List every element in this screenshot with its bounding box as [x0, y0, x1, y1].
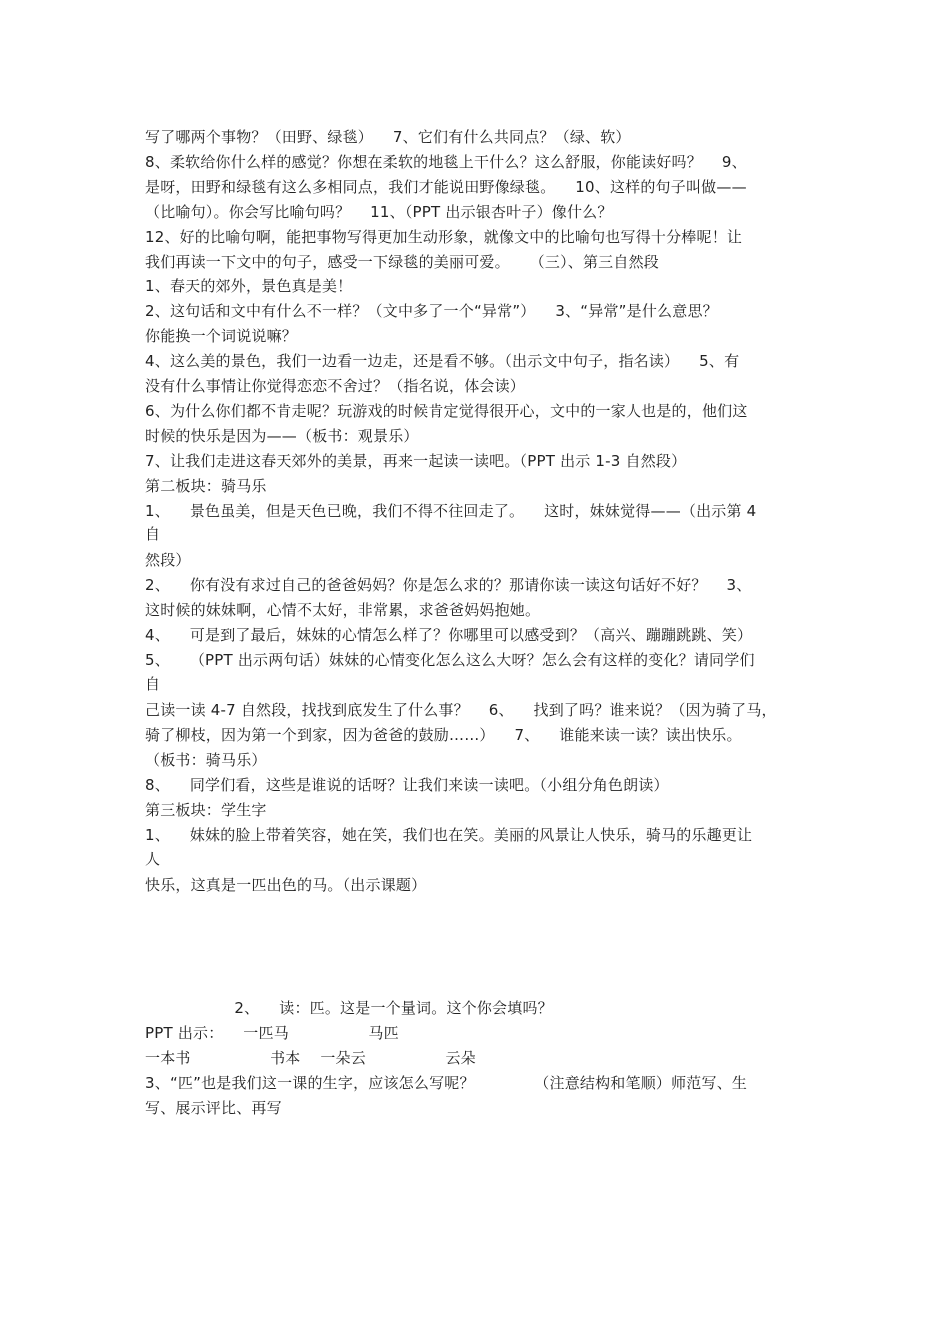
text-line: 骑了柳枝，因为第一个到家，因为爸爸的鼓励……） 7、 谁能来读一读？读出快乐。 — [145, 726, 742, 744]
text-line: 这时候的妹妹啊，心情不太好，非常累，求爸爸妈妈抱她。 — [145, 601, 541, 619]
text-line: 一本书 书本 一朵云 云朵 — [145, 1049, 476, 1067]
text-line: 4、 可是到了最后，妹妹的心情怎么样了？你哪里可以感受到？（高兴、蹦蹦跳跳、笑） — [145, 626, 753, 644]
text-line: 时候的快乐是因为——（板书：观景乐） — [145, 427, 419, 445]
text-line: （比喻句）。你会写比喻句吗？ 11、（PPT 出示银杏叶子）像什么？ — [145, 203, 613, 221]
text-line: 4、这么美的景色，我们一边看一边走，还是看不够。（出示文中句子，指名读） 5、有 — [145, 352, 740, 370]
text-line: 2、 读：匹。这是一个量词。这个你会填吗？ — [145, 999, 553, 1017]
text-line: 己读一读 4-7 自然段，找找到底发生了什么事？ 6、 找到了吗？谁来说？（因为骑了马， — [145, 701, 777, 719]
text-line: 8、 同学们看，这些是谁说的话呀？让我们来读一读吧。（小组分角色朗读） — [145, 776, 669, 794]
text-line: 写了哪两个事物？（田野、绿毯） 7、它们有什么共同点？（绿、软） — [145, 128, 631, 146]
text-line: （板书：骑马乐） — [145, 751, 267, 769]
text-line: 3、“匹”也是我们这一课的生字，应该怎么写呢？ （注意结构和笔顺）师范写、生 — [145, 1074, 748, 1092]
text-line: 7、让我们走进这春天郊外的美景，再来一起读一读吧。（PPT 出示 1-3 自然段） — [145, 452, 687, 470]
section-heading: 第三板块：学生字 — [145, 801, 267, 819]
text-line: 5、 （PPT 出示两句话）妹妹的心情变化怎么这么大呀？怎么会有这样的变化？请同学们 — [145, 651, 755, 669]
text-line: 1、 妹妹的脸上带着笑容，她在笑，我们也在笑。美丽的风景让人快乐，骑马的乐趣更让 — [145, 826, 753, 844]
text-line: PPT 出示： 一匹马 马匹 — [145, 1024, 399, 1042]
text-line: 然段） — [145, 551, 191, 569]
text-line: 12、好的比喻句啊，能把事物写得更加生动形象，就像文中的比喻句也写得十分棒呢！让 — [145, 228, 743, 246]
text-line: 6、为什么你们都不肯走呢？玩游戏的时候肯定觉得很开心，文中的一家人也是的，他们这 — [145, 402, 748, 420]
section-heading: 第二板块：骑马乐 — [145, 477, 267, 495]
text-line: 2、这句话和文中有什么不一样？（文中多了一个“异常”） 3、“异常”是什么意思？ — [145, 302, 718, 320]
text-line: 1、 景色虽美，但是天色已晚，我们不得不往回走了。 这时，妹妹觉得——（出示第 4 — [145, 502, 757, 520]
text-line: 2、 你有没有求过自己的爸爸妈妈？你是怎么求的？那请你读一读这句话好不好？ 3、 — [145, 576, 752, 594]
text-line: 我们再读一下文中的句子，感受一下绿毯的美丽可爱。 （三）、第三自然段 — [145, 253, 659, 271]
text-line: 1、春天的郊外，景色真是美！ — [145, 277, 353, 295]
text-line: 自 — [145, 675, 161, 693]
text-line: 没有什么事情让你觉得恋恋不舍过？（指名说，体会读） — [145, 377, 526, 395]
text-line: 是呀，田野和绿毯有这么多相同点，我们才能说田野像绿毯。 10、这样的句子叫做—— — [145, 178, 747, 196]
text-line: 写、展示评比、再写 — [145, 1099, 282, 1117]
text-line: 8、柔软给你什么样的感觉？你想在柔软的地毯上干什么？这么舒服，你能读好吗？ 9、 — [145, 153, 747, 171]
text-line: 人 — [145, 850, 161, 868]
text-line: 快乐，这真是一匹出色的马。（出示课题） — [145, 876, 427, 894]
text-line: 自 — [145, 525, 161, 543]
text-line: 你能换一个词说说嘛？ — [145, 327, 298, 345]
